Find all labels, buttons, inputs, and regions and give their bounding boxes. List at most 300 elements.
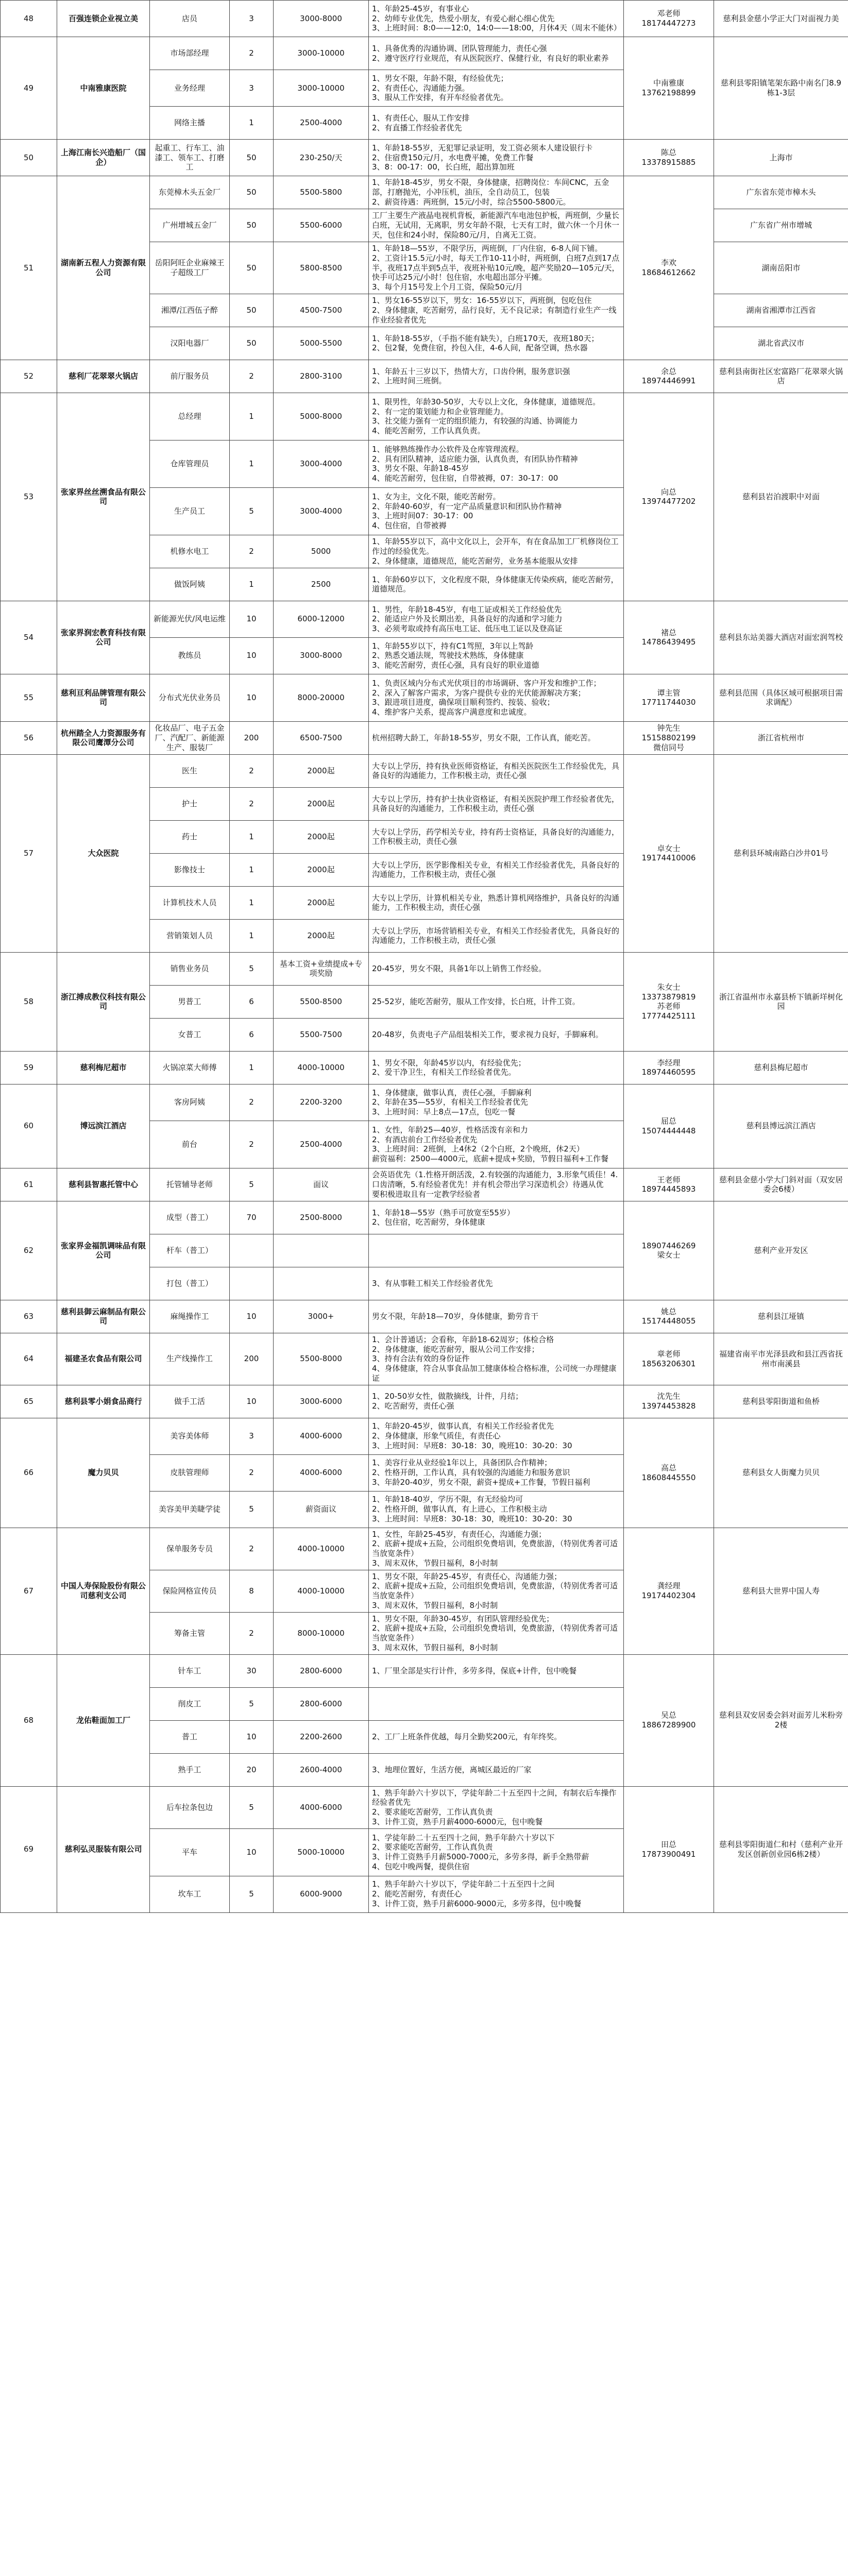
job-headcount: 50 (230, 242, 274, 294)
requirement-line: 1、年龄60岁以下，文化程度不限，身体健康无传染疾病，能吃苦耐劳，道德规范。 (372, 574, 619, 594)
requirement-line: 2、幼师专业优先，热爱小朋友，有爱心耐心细心优先 (372, 13, 555, 23)
job-headcount: 1 (230, 886, 274, 919)
job-headcount: 5 (230, 1168, 274, 1201)
row-number: 63 (1, 1300, 57, 1333)
job-headcount: 6 (230, 985, 274, 1018)
requirement-line: 4、能吃苦耐劳，工作认真负责。 (372, 426, 485, 435)
contact-line: 苏老师 (657, 1002, 681, 1011)
job-salary: 4000-6000 (274, 1454, 369, 1491)
job-headcount: 70 (230, 1201, 274, 1234)
job-salary: 2600-4000 (274, 1753, 369, 1786)
requirement-line: 4、包吃中晚两餐，提供住宿 (372, 1861, 470, 1871)
company-address: 浙江省温州市永嘉县桥下镇新垟树化园 (714, 952, 848, 1051)
job-headcount: 10 (230, 1828, 274, 1876)
requirement-line: 1、年龄25-45岁，有事业心 (372, 4, 469, 13)
job-requirements (369, 327, 624, 360)
company-address: 慈利县环城南路白沙井01号 (714, 754, 848, 952)
job-headcount: 20 (230, 1753, 274, 1786)
job-headcount: 1 (230, 440, 274, 487)
job-requirements (369, 1612, 624, 1654)
job-headcount: 1 (230, 919, 274, 952)
company-contact (624, 1051, 714, 1084)
job-salary: 5500-6000 (274, 209, 369, 242)
requirement-line: 3、周末双休，节假日福利，8小时制 (372, 1600, 498, 1610)
job-salary: 3000-10000 (274, 37, 369, 70)
job-salary: 8000-10000 (274, 1612, 369, 1654)
job-position: 做饭阿姨 (150, 568, 230, 601)
requirement-line: 4、包住宿，自带被褥 (372, 521, 447, 530)
requirement-line: 1、厂里全部是实行计件，多劳多得，保底+计件，包中晚餐 (372, 1666, 577, 1675)
job-position: 托管辅导老师 (150, 1168, 230, 1201)
job-salary: 4000-10000 (274, 1528, 369, 1570)
company-contact (624, 1528, 714, 1654)
job-headcount: 1 (230, 568, 274, 601)
job-headcount: 2 (230, 1121, 274, 1168)
job-position: 筹备主管 (150, 1612, 230, 1654)
job-salary: 3000-8000 (274, 1, 369, 37)
requirement-line: 薪资福利：2500—4000元，底薪+提成+奖励，节假日福利+工作餐 (372, 1154, 609, 1163)
job-requirements (369, 393, 624, 440)
job-position: 店员 (150, 1, 230, 37)
job-salary: 5500-8000 (274, 1333, 369, 1385)
job-requirements (369, 1454, 624, 1491)
job-headcount: 50 (230, 176, 274, 209)
job-headcount: 2 (230, 787, 274, 820)
table-row (1, 1786, 848, 1828)
row-number: 57 (1, 754, 57, 952)
requirement-line: 大专以上学历，医学影像相关专业，有相关工作经验者优先，具备良好的沟通能力，工作积极主动，责任心强 (372, 860, 620, 879)
company-name: 上海江南长兴造船厂（国企） (57, 140, 150, 176)
job-salary: 2500-4000 (274, 1121, 369, 1168)
contact-line: 18974446991 (641, 376, 696, 386)
job-salary: 薪资面议 (274, 1491, 369, 1528)
contact-line: 卓女士 (657, 843, 681, 853)
row-number: 64 (1, 1333, 57, 1385)
requirement-line: 1、学徒年龄二十五至四十之间，熟手年龄六十岁以下 (372, 1833, 555, 1842)
contact-line: 13373879819 (641, 992, 696, 1002)
job-headcount: 1 (230, 853, 274, 886)
job-requirements (369, 37, 624, 70)
table-row (1, 37, 848, 70)
job-salary: 2200-2600 (274, 1720, 369, 1753)
requirement-line: 1、能够熟练操作办公软件及仓库管理流程。 (372, 444, 524, 454)
company-contact (624, 1168, 714, 1201)
requirement-line: 1、男女不限，年龄不限，有经验优先； (372, 73, 508, 83)
job-salary: 2000起 (274, 787, 369, 820)
job-salary (274, 1234, 369, 1267)
requirement-line: 2、工厂上班条件优越，每月全勤奖200元，有年终奖。 (372, 1732, 562, 1741)
company-name: 中国人寿保险股份有限公司慈利支公司 (57, 1528, 150, 1654)
job-salary: 4000-10000 (274, 1051, 369, 1084)
requirement-line: 2、深入了解客户需求，为客户提供专业的光伏能源解决方案； (372, 688, 586, 698)
requirement-line: 工厂主要生产液晶电视机背板，新能源汽车电池包护板，两班倒，少量长白班，无试用，无离职，男女年龄不限，七天有工时，做六休一个月休一天，包住和24小时，保险80元/月，自离无工资。 (372, 211, 620, 240)
company-name: 福建圣农食品有限公司 (57, 1333, 150, 1385)
requirement-line: 4、能吃苦耐劳，包住宿，自带被褥，07：30-17：00 (372, 473, 558, 483)
company-contact (624, 1, 714, 37)
requirement-line: 1、年龄18—55岁，不限学历，两班倒，厂内住宿，6-8人间下铺。 (372, 244, 603, 253)
job-headcount: 2 (230, 1528, 274, 1570)
job-requirements (369, 1051, 624, 1084)
row-number: 61 (1, 1168, 57, 1201)
requirement-line: 2、身体健康，道德规范，能吃苦耐劳，业务基本能服从安排 (372, 556, 578, 566)
job-position: 削皮工 (150, 1687, 230, 1720)
job-salary: 4500-7500 (274, 294, 369, 327)
job-headcount: 1 (230, 393, 274, 440)
contact-line: 屈总 (660, 1116, 676, 1126)
job-salary: 2500 (274, 568, 369, 601)
company-name: 慈利弘灵服装有限公司 (57, 1786, 150, 1912)
job-position: 岳阳阿旺企业麻辣王子超级工厂 (150, 242, 230, 294)
requirement-line: 2、具有团队精神，适应能力强，认真负责，有团队协作精神 (372, 454, 578, 464)
requirement-line: 1、年龄18-55岁，（手指不能有缺失），白班170天，夜班180天； (372, 333, 599, 343)
contact-line: 李经理 (657, 1058, 681, 1067)
job-position: 平车 (150, 1828, 230, 1876)
requirement-line: 2、能吃苦耐劳，有责任心 (372, 1889, 462, 1899)
job-position: 保险网格宣传员 (150, 1570, 230, 1612)
contact-line: 17873900491 (641, 1849, 696, 1859)
company-name: 浙江搏成教仪科技有限公司 (57, 952, 150, 1051)
job-position: 针车工 (150, 1654, 230, 1687)
company-name: 杭州踏全人力资源服务有限公司鹰潭分公司 (57, 721, 150, 754)
requirement-line: 1、女性，年龄25-45岁，有责任心，沟通能力强； (372, 1529, 547, 1539)
job-work-address: 广东省广州市增城 (714, 209, 848, 242)
job-requirements (369, 674, 624, 721)
job-headcount: 2 (230, 1454, 274, 1491)
job-requirements (369, 1528, 624, 1570)
contact-line: 18608445550 (641, 1472, 696, 1482)
job-salary: 2800-6000 (274, 1687, 369, 1720)
requirement-line: 2、身体健康，吃苦耐劳，品行良好，无不良记录；有制造行业生产一线作业经验者优先 (372, 305, 617, 325)
job-headcount: 6 (230, 1018, 274, 1051)
job-position: 皮肤管理师 (150, 1454, 230, 1491)
row-number: 48 (1, 1, 57, 37)
requirement-line: 大专以上学历，药学相关专业，持有药士资格证，具备良好的沟通能力，工作积极主动，责任心强 (372, 827, 620, 846)
table-row (1, 1051, 848, 1084)
job-requirements (369, 1654, 624, 1687)
job-salary: 2000起 (274, 820, 369, 853)
job-headcount: 10 (230, 637, 274, 674)
company-name: 慈利梅尼超市 (57, 1051, 150, 1084)
job-salary: 3000-4000 (274, 487, 369, 535)
job-position: 杆车（普工） (150, 1234, 230, 1267)
job-requirements (369, 140, 624, 176)
contact-line: 钟先生 (657, 723, 681, 733)
requirement-line: 20-45岁，男女不限，具备1年以上销售工作经验。 (372, 963, 547, 973)
job-requirements (369, 1720, 624, 1753)
job-salary: 4000-10000 (274, 1570, 369, 1612)
table-row (1, 393, 848, 440)
job-position: 麻绳操作工 (150, 1300, 230, 1333)
contact-line: 微信同号 (653, 742, 684, 752)
company-address: 慈利县零阳街道仁和村（慈利产业开发区创新创业园6栋2楼） (714, 1786, 848, 1912)
requirement-line: 2、能适应户外及长期出差，具备良好的沟通和学习能力 (372, 614, 563, 624)
requirement-line: 3、持有合法有效的身份证件 (372, 1354, 470, 1364)
requirement-line: 3、社交能力强有一定的组织能力，有较强的沟通、协调能力 (372, 416, 578, 426)
job-position: 机修水电工 (150, 535, 230, 568)
row-number: 51 (1, 176, 57, 360)
table-row (1, 674, 848, 721)
contact-line: 15074444448 (641, 1126, 696, 1136)
company-name: 百强连锁企业视立美 (57, 1, 150, 37)
contact-line: 18867289900 (641, 1720, 696, 1730)
requirement-line: 2、要求能吃苦耐劳，工作认真负责 (372, 1842, 493, 1852)
requirement-line: 3、每个月15号发上个月工资，保险50元/月 (372, 282, 523, 292)
job-position: 美容美甲美睫学徒 (150, 1491, 230, 1528)
requirement-line: 2、遵守医疗行业规范，有从医院医疗、保健行业，有良好的职业素养 (372, 53, 609, 63)
company-name: 慈利亘利品牌管理有限公司 (57, 674, 150, 721)
job-position: 销售业务员 (150, 952, 230, 985)
contact-line: 18563206301 (641, 1359, 696, 1368)
job-headcount: 8 (230, 1570, 274, 1612)
job-requirements (369, 209, 624, 242)
contact-line: 18974445893 (641, 1184, 696, 1194)
job-position: 做手工活 (150, 1385, 230, 1418)
job-position: 湘潭/江西伍子醉 (150, 294, 230, 327)
requirement-line: 1、女为主，文化不限，能吃苦耐劳。 (372, 492, 501, 501)
job-headcount: 2 (230, 535, 274, 568)
company-contact (624, 176, 714, 360)
table-row (1, 754, 848, 787)
row-number: 54 (1, 601, 57, 674)
requirement-line: 要积极进取且有一定教学经验者 (372, 1189, 481, 1199)
job-headcount: 200 (230, 1333, 274, 1385)
job-requirements (369, 1168, 624, 1201)
company-address: 慈利县金慈小学大门斜对面（双安居委会6楼） (714, 1168, 848, 1201)
company-contact (624, 754, 714, 952)
company-address: 慈利县博远滨江酒店 (714, 1084, 848, 1168)
requirement-line: 3、上班时间07：30-17：00 (372, 511, 473, 521)
requirement-line: 2、年龄40-60岁，有一定产品质量意识和团队协作精神 (372, 501, 562, 511)
requirement-line: 2、吃苦耐劳，责任心强 (372, 1401, 454, 1411)
requirement-line: 1、负责区域内分布式光伏项目的市场调研、客户开发和维护工作； (372, 678, 601, 688)
row-number: 58 (1, 952, 57, 1051)
requirement-line: 2、有直播工作经验者优先 (372, 123, 462, 132)
requirement-line: 25-52岁，能吃苦耐劳，服从工作安排，长白班，计件工资。 (372, 996, 580, 1006)
job-requirements (369, 1753, 624, 1786)
contact-line: 高总 (660, 1463, 676, 1472)
job-listing-body (1, 1, 848, 1913)
requirement-line: 1、年龄20-45岁，做事认真，有相关工作经验者优先 (372, 1421, 554, 1431)
company-address: 上海市 (714, 140, 848, 176)
job-requirements (369, 176, 624, 209)
company-address: 慈利县零阳镇笔架东路中南名门8.9栋1-3层 (714, 37, 848, 140)
company-contact (624, 1654, 714, 1786)
job-salary: 2000起 (274, 853, 369, 886)
job-requirements (369, 294, 624, 327)
job-requirements (369, 1876, 624, 1912)
job-requirements (369, 754, 624, 787)
job-requirements (369, 1, 624, 37)
company-address: 慈利县江垭镇 (714, 1300, 848, 1333)
row-number: 66 (1, 1418, 57, 1528)
job-salary: 2500-4000 (274, 107, 369, 140)
row-number: 68 (1, 1654, 57, 1786)
job-headcount: 2 (230, 754, 274, 787)
job-position: 汉阳电器厂 (150, 327, 230, 360)
job-position: 打包（普工） (150, 1267, 230, 1300)
job-headcount: 1 (230, 1051, 274, 1084)
requirement-line: 2、性格开朗，做事认真，有上进心，工作积极主动 (372, 1504, 547, 1514)
job-requirements (369, 1121, 624, 1168)
requirement-line: 男女不限，年龄18—70岁，身体健康，勤劳肯干 (372, 1311, 539, 1321)
contact-line: 17711744030 (641, 698, 696, 707)
requirement-line: 1、年龄18-55岁，无犯罪记录证明，发工资必须本人建设银行卡 (372, 143, 593, 152)
requirement-line: 2、身体健康，能吃苦耐劳，服从公司工作安排； (372, 1344, 539, 1354)
company-name: 湖南新五程人力资源有限公司 (57, 176, 150, 360)
job-requirements (369, 70, 624, 107)
job-position: 护士 (150, 787, 230, 820)
job-headcount: 2 (230, 1612, 274, 1654)
contact-line: 谭主管 (657, 688, 681, 698)
job-position: 影像技士 (150, 853, 230, 886)
job-salary: 2200-3200 (274, 1084, 369, 1121)
requirement-line: 会英语优先（1.性格开朗活泼，2.有较强的沟通能力，3.形象气质佳！4.口齿清晰，5.有经验者优先！并有机会带出学习深造机会）待遇从优 (372, 1170, 618, 1189)
job-headcount: 10 (230, 1385, 274, 1418)
job-salary: 2800-3100 (274, 360, 369, 393)
requirement-line: 大专以上学历，持有护士执业资格证，有相关医院护理工作经验者优先，具备良好的沟通能力，工作积极主动，责任心强 (372, 794, 620, 814)
job-position: 美容美体师 (150, 1418, 230, 1454)
table-row (1, 721, 848, 754)
contact-line: 18907446269 (641, 1241, 696, 1250)
contact-line: 沈先生 (657, 1392, 681, 1401)
job-headcount: 1 (230, 107, 274, 140)
job-salary: 4000-6000 (274, 1786, 369, 1828)
contact-line: 18974460595 (641, 1067, 696, 1077)
job-requirements (369, 1267, 624, 1300)
company-address: 慈利产业开发区 (714, 1201, 848, 1300)
job-position: 市场部经理 (150, 37, 230, 70)
row-number: 56 (1, 721, 57, 754)
job-requirements (369, 853, 624, 886)
company-address: 慈利县双安居委会斜对面芳儿米粉旁2楼 (714, 1654, 848, 1786)
contact-line: 19174402304 (641, 1591, 696, 1600)
contact-line: 14786439495 (641, 637, 696, 647)
contact-line: 梁女士 (657, 1250, 681, 1260)
contact-line: 余总 (660, 366, 676, 376)
job-salary: 230-250/天 (274, 140, 369, 176)
requirement-line: 1、男女不限，年龄25-45岁，有责任心，沟通能力强； (372, 1571, 562, 1581)
contact-line: 章老师 (657, 1349, 681, 1359)
requirement-line: 2、身体健康，形象气质佳，有责任心 (372, 1431, 501, 1441)
contact-line: 朱女士 (657, 982, 681, 992)
job-requirements (369, 1828, 624, 1876)
job-requirements (369, 886, 624, 919)
requirement-line: 2、包2餐，免费住宿，拎包入住，4-6人间，配备空调，热水器 (372, 343, 588, 353)
row-number: 52 (1, 360, 57, 393)
job-requirements (369, 721, 624, 754)
requirement-line: 1、身体健康，做事认真，责任心强，手脚麻利 (372, 1088, 532, 1097)
job-headcount: 10 (230, 674, 274, 721)
requirement-line: 1、熟手年龄六十岁以下，学徒年龄二十五至四十之间，有制衣后车操作经验者优先 (372, 1788, 617, 1807)
requirement-line: 1、有责任心，服从工作安排 (372, 113, 470, 123)
job-requirements (369, 1084, 624, 1121)
company-name: 大众医院 (57, 754, 150, 952)
requirement-line: 杭州招聘大龄工，年龄18-55岁，男女不限，工作认真，能吃苦。 (372, 733, 596, 742)
table-row (1, 360, 848, 393)
company-contact (624, 37, 714, 140)
company-name: 慈利县零小娟食品商行 (57, 1385, 150, 1418)
job-headcount: 5 (230, 1687, 274, 1720)
requirement-line: 2、上班时间三班倒。 (372, 376, 447, 386)
contact-line: 陈总 (660, 148, 676, 158)
job-headcount: 2 (230, 37, 274, 70)
job-requirements (369, 360, 624, 393)
row-number: 59 (1, 1051, 57, 1084)
requirement-line: 3、周末双休，节假日福利，8小时制 (372, 1642, 498, 1652)
requirement-line: 2、住宿费150元/月，水电费平摊，免费工作餐 (372, 152, 534, 162)
job-salary: 6000-9000 (274, 1876, 369, 1912)
job-headcount: 30 (230, 1654, 274, 1687)
job-position: 广州增城五金厂 (150, 209, 230, 242)
job-position: 药士 (150, 820, 230, 853)
job-requirements (369, 1333, 624, 1385)
job-requirements (369, 1234, 624, 1267)
job-requirements (369, 601, 624, 637)
job-salary: 2500-8000 (274, 1201, 369, 1234)
table-row (1, 1418, 848, 1454)
job-position: 起重工、行车工、油漆工、领车工、打磨工 (150, 140, 230, 176)
job-requirements (369, 440, 624, 487)
job-position: 客房阿姨 (150, 1084, 230, 1121)
job-salary: 3000+ (274, 1300, 369, 1333)
company-contact (624, 140, 714, 176)
job-requirements (369, 1786, 624, 1828)
job-headcount: 10 (230, 1300, 274, 1333)
job-requirements (369, 1418, 624, 1454)
row-number: 55 (1, 674, 57, 721)
requirement-line: 3、上班时间：8:0——12:0，14:0——18:00，月休4天（周末不能休） (372, 23, 621, 33)
job-headcount: 5 (230, 1491, 274, 1528)
company-address: 慈利县女人街魔力贝贝 (714, 1418, 848, 1528)
company-name: 慈利县御云麻制品有限公司 (57, 1300, 150, 1333)
contact-line: 褚总 (660, 628, 676, 637)
job-salary: 5500-5800 (274, 176, 369, 209)
requirement-line: 1、熟手年龄六十岁以下，学徒年龄二十五至四十之间 (372, 1879, 555, 1889)
job-position: 业务经理 (150, 70, 230, 107)
row-number: 62 (1, 1201, 57, 1300)
contact-line: 王老师 (657, 1175, 681, 1184)
contact-line: 13974453828 (641, 1401, 696, 1411)
requirement-line: 1、男女不限，年龄45岁以内，有经验优先； (372, 1058, 526, 1067)
row-number: 53 (1, 393, 57, 601)
job-headcount: 200 (230, 721, 274, 754)
job-salary: 2000起 (274, 754, 369, 787)
requirement-line: 1、具备优秀的沟通协调、团队管理能力，责任心强 (372, 43, 547, 53)
job-position: 总经理 (150, 393, 230, 440)
company-contact (624, 601, 714, 674)
job-salary: 5000 (274, 535, 369, 568)
requirement-line: 1、限男性，年龄30-50岁，大专以上文化，身体健康，道德规范。 (372, 397, 601, 406)
job-requirements (369, 487, 624, 535)
company-contact (624, 1084, 714, 1168)
job-position: 成型（普工） (150, 1201, 230, 1234)
job-position: 坎车工 (150, 1876, 230, 1912)
table-row (1, 1528, 848, 1570)
job-requirements (369, 535, 624, 568)
requirement-line: 大专以上学历，计算机相关专业，熟悉计算机网络维护，具备良好的沟通能力，工作积极主动，责任心强 (372, 893, 620, 912)
requirement-line: 1、年龄18-40岁，学历不限，有无经验均可 (372, 1495, 523, 1504)
job-position: 前厅服务员 (150, 360, 230, 393)
company-contact (624, 1786, 714, 1912)
job-salary: 8000-20000 (274, 674, 369, 721)
contact-line: 19174410006 (641, 853, 696, 863)
row-number: 65 (1, 1385, 57, 1418)
contact-line: 13378915885 (641, 158, 696, 167)
company-address: 慈利县东站美器大酒店对面宏润驾校 (714, 601, 848, 674)
contact-line: 邓老师 (657, 9, 681, 19)
company-contact (624, 1418, 714, 1528)
job-salary: 5800-8500 (274, 242, 369, 294)
